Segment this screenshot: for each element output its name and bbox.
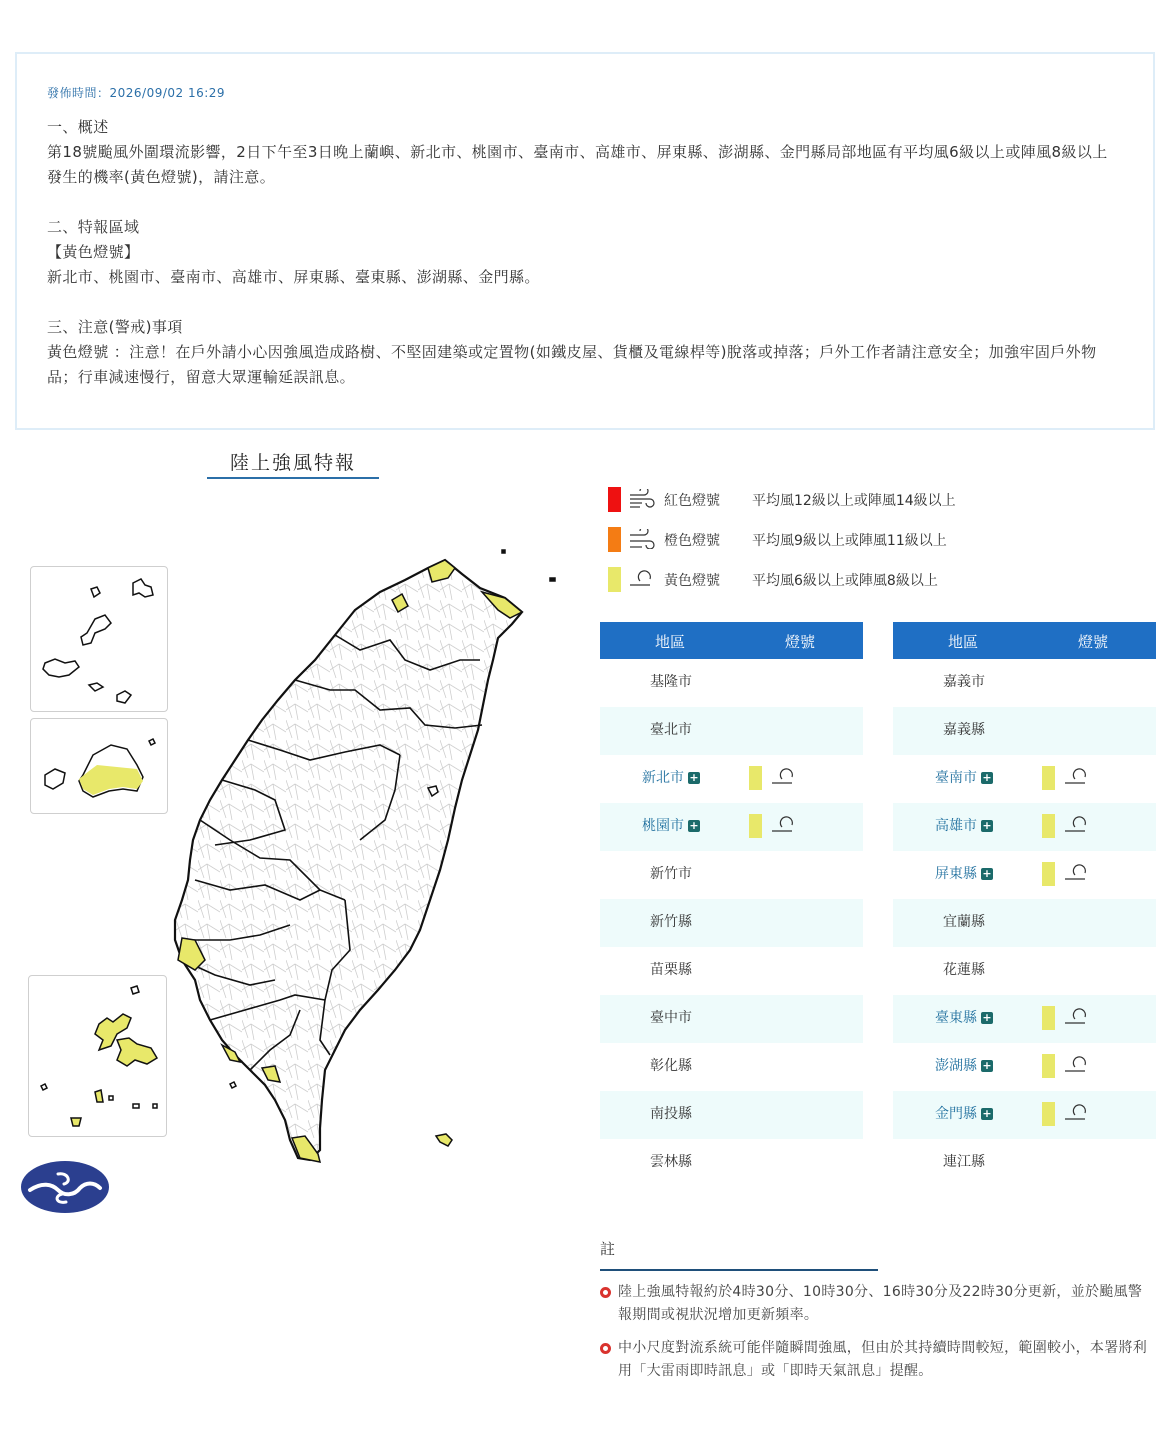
light-wind-icon <box>1063 863 1091 883</box>
section-overview-title: 一、概述 <box>47 118 109 136</box>
orange-signal-swatch <box>608 527 621 552</box>
area-name[interactable]: 臺南市 + <box>935 770 992 786</box>
legend-red-desc: 平均風12級以上或陣風14級以上 <box>752 493 956 509</box>
region-table-left <box>600 622 863 1187</box>
table-row[interactable] <box>893 995 1156 1043</box>
header-area: 地區 <box>655 633 686 651</box>
strong-wind-icon <box>628 489 656 509</box>
area-name: 嘉義縣 <box>943 722 985 738</box>
light-wind-icon <box>1063 767 1091 787</box>
light-wind-icon <box>628 569 656 589</box>
expand-plus-icon[interactable]: + <box>982 867 992 880</box>
section-area-title: 二、特報區域 <box>47 218 140 236</box>
area-name: 彰化縣 <box>650 1058 692 1074</box>
section-caution-body: 黃色燈號 ：注意！在戶外請小心因強風造成路樹、不堅固建築或定置物(如鐵皮屋、貨櫃及電線桿等)脫落或掉落；戶外工作者請注意安全；加強牢固戶外物品；行車減速慢行，留意大眾運輸延誤訊息。 <box>47 343 1097 386</box>
area-name[interactable]: 臺東縣 + <box>935 1010 992 1026</box>
bullet-icon <box>600 1287 611 1298</box>
table-row[interactable] <box>893 803 1156 851</box>
note-item <box>600 1281 1155 1327</box>
table-header <box>600 622 863 659</box>
red-signal-swatch <box>608 487 621 512</box>
table-row <box>893 659 1156 707</box>
table-row <box>600 1139 863 1187</box>
area-name: 新竹市 <box>650 866 692 882</box>
map-title: 陸上強風特報 <box>207 448 379 479</box>
table-row[interactable] <box>893 1091 1156 1139</box>
yellow-signal-indicator <box>1042 1054 1055 1078</box>
section-caution-title: 三、注意(警戒)事項 <box>47 318 183 336</box>
table-header <box>893 622 1156 659</box>
area-name: 花蓮縣 <box>943 962 985 978</box>
light-wind-icon <box>770 815 798 835</box>
bullet-icon <box>600 1343 611 1354</box>
expand-plus-icon[interactable]: + <box>982 1107 992 1120</box>
cwa-logo-icon <box>20 1160 110 1214</box>
taiwan-county-map[interactable] <box>0 540 580 1180</box>
expand-plus-icon[interactable]: + <box>982 1059 992 1072</box>
warning-info-panel <box>15 52 1155 430</box>
light-wind-icon <box>1063 1103 1091 1123</box>
legend-yellow-name: 黃色燈號 <box>664 573 720 589</box>
area-name: 基隆市 <box>650 674 692 690</box>
expand-plus-icon[interactable]: + <box>982 1011 992 1024</box>
table-row[interactable] <box>893 851 1156 899</box>
area-name: 嘉義市 <box>943 674 985 690</box>
table-row <box>600 1091 863 1139</box>
area-name: 雲林縣 <box>650 1154 692 1170</box>
table-row <box>600 851 863 899</box>
area-name[interactable]: 澎湖縣 + <box>935 1058 992 1074</box>
section-area-subtitle: 【黃色燈號】 <box>47 243 140 261</box>
table-row <box>600 947 863 995</box>
taiwan-main-island <box>175 550 555 1162</box>
table-row <box>893 1139 1156 1187</box>
light-wind-icon <box>1063 815 1091 835</box>
table-row[interactable] <box>600 803 863 851</box>
area-name: 臺中市 <box>650 1010 692 1026</box>
yellow-signal-indicator <box>1042 814 1055 838</box>
table-row <box>893 899 1156 947</box>
table-row <box>600 1043 863 1091</box>
header-signal: 燈號 <box>1078 633 1109 651</box>
expand-plus-icon[interactable]: + <box>982 819 992 832</box>
note-text: 中小尺度對流系統可能伴隨瞬間強風，但由於其持續時間較短，範圍較小，本署將利用「大雷雨即時訊息」或「即時天氣訊息」提醒。 <box>618 1340 1148 1379</box>
area-name: 新竹縣 <box>650 914 692 930</box>
table-row[interactable] <box>893 755 1156 803</box>
region-table-right <box>893 622 1156 1187</box>
yellow-signal-indicator <box>749 814 762 838</box>
medium-wind-icon <box>628 529 656 549</box>
table-row <box>600 707 863 755</box>
area-name[interactable]: 桃園市 + <box>642 818 699 834</box>
yellow-signal-swatch <box>608 567 621 592</box>
area-name: 連江縣 <box>943 1154 985 1170</box>
section-area-body: 新北市、桃園市、臺南市、高雄市、屏東縣、臺東縣、澎湖縣、金門縣。 <box>47 268 540 286</box>
yellow-signal-indicator <box>1042 1006 1055 1030</box>
table-row <box>600 659 863 707</box>
expand-plus-icon[interactable]: + <box>982 771 992 784</box>
note-item <box>600 1337 1155 1383</box>
area-name: 宜蘭縣 <box>943 914 985 930</box>
area-name[interactable]: 新北市 + <box>642 770 699 786</box>
table-row[interactable] <box>600 755 863 803</box>
note-text: 陸上強風特報約於4時30分、10時30分、16時30分及22時30分更新，並於颱風警報期間或視狀況增加更新頻率。 <box>618 1284 1143 1323</box>
area-name: 臺北市 <box>650 722 692 738</box>
notes-title: 註 <box>600 1238 878 1271</box>
area-name[interactable]: 金門縣 + <box>935 1106 992 1122</box>
light-wind-icon <box>1063 1055 1091 1075</box>
area-name[interactable]: 高雄市 + <box>935 818 992 834</box>
table-row <box>600 899 863 947</box>
expand-plus-icon[interactable]: + <box>689 771 699 784</box>
yellow-signal-indicator <box>1042 766 1055 790</box>
yellow-signal-indicator <box>1042 862 1055 886</box>
section-overview-body: 第18號颱風外圍環流影響，2日下午至3日晚上蘭嶼、新北市、桃園市、臺南市、高雄市、屏東縣、澎湖縣、金門縣局部地區有平均風6級以上或陣風8級以上發生的機率(黃色燈號)，請注意。 <box>47 143 1108 186</box>
legend-red-name: 紅色燈號 <box>664 493 720 509</box>
light-wind-icon <box>770 767 798 787</box>
light-wind-icon <box>1063 1007 1091 1027</box>
yellow-signal-indicator <box>1042 1102 1055 1126</box>
expand-plus-icon[interactable]: + <box>689 819 699 832</box>
table-row <box>893 947 1156 995</box>
header-signal: 燈號 <box>785 633 816 651</box>
yellow-signal-indicator <box>749 766 762 790</box>
legend-orange-name: 橙色燈號 <box>664 533 720 549</box>
publish-time: 發佈時間：2026/09/02 16:29 <box>47 86 226 100</box>
table-row[interactable] <box>893 1043 1156 1091</box>
table-row <box>893 707 1156 755</box>
area-name: 苗栗縣 <box>650 962 692 978</box>
area-name[interactable]: 屏東縣 + <box>935 866 992 882</box>
legend-orange-desc: 平均風9級以上或陣風11級以上 <box>752 533 947 549</box>
legend-yellow-desc: 平均風6級以上或陣風8級以上 <box>752 573 938 589</box>
header-area: 地區 <box>948 633 979 651</box>
table-row <box>600 995 863 1043</box>
area-name: 南投縣 <box>650 1106 692 1122</box>
